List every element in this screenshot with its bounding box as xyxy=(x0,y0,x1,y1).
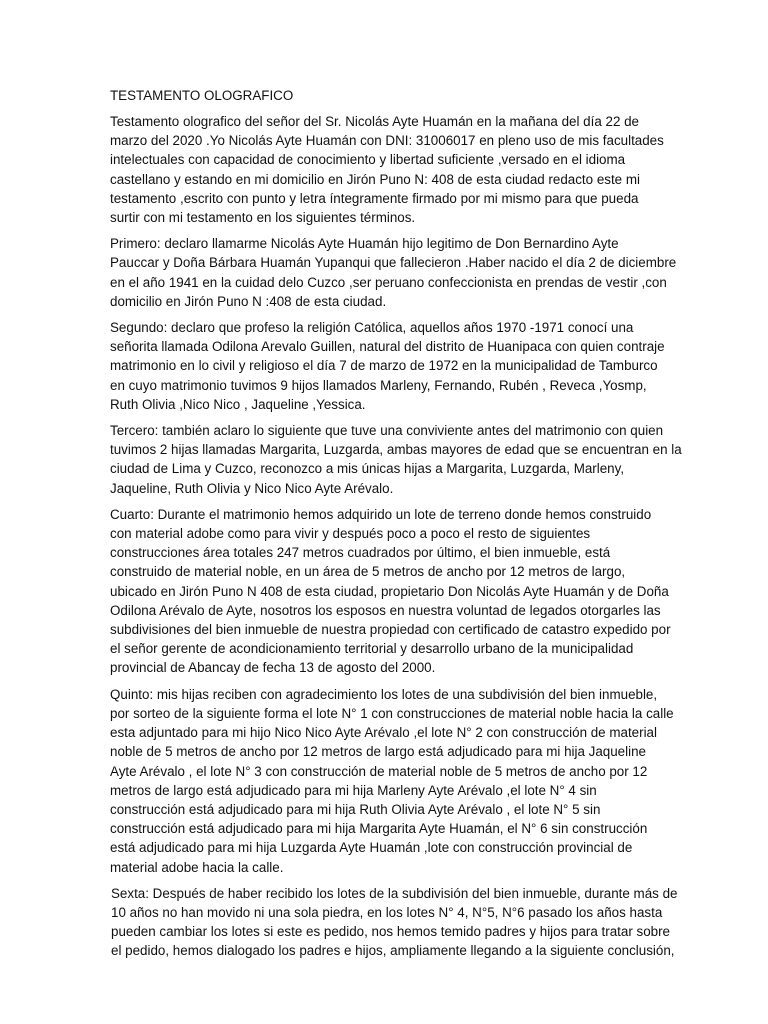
text-line: Primero: declaro llamarme Nicolás Ayte Huamán hijo legitimo de Don Bernardino Ayte xyxy=(110,236,619,252)
text-line: Ruth Olivia ,Nico Nico , Jaqueline ,Yessica. xyxy=(110,396,366,412)
text-line: Jaqueline, Ruth Olivia y Nico Nico Ayte Arévalo. xyxy=(110,480,394,496)
text-line: surtir con mi testamento en los siguientes términos. xyxy=(110,210,416,226)
text-line: marzo del 2020 .Yo Nicolás Ayte Huamán con DNI: 31006017 en pleno uso de mis facultades xyxy=(110,133,664,149)
text-line: ciudad de Lima y Cuzco, reconozco a mis únicas hijas a Margarita, Luzgarda, Marleny, xyxy=(110,461,625,477)
document-body xyxy=(110,86,690,968)
paragraph xyxy=(111,884,690,961)
text-line: Odilona Arévalo de Ayte, nosotros los esposos en nuestra voluntad de legados otorgarles las xyxy=(110,602,661,618)
text-line: Pauccar y Doña Bárbara Huamán Yupanqui que fallecieron .Haber nacido el día 2 de diciembre xyxy=(110,255,677,271)
text-line: 10 años no han movido ni una sola piedra, en los lotes N° 4, N°5, N°6 pasado los años hasta xyxy=(111,904,663,920)
text-line: tuvimos 2 hijas llamadas Margarita, Luzgarda, ambas mayores de edad que se encuentran en la xyxy=(110,442,682,458)
text-line: construcción está adjudicado para mi hija Margarita Ayte Huamán, el N° 6 sin construcción xyxy=(110,821,648,837)
text-line: material adobe hacia la calle. xyxy=(110,859,284,875)
paragraph xyxy=(110,234,690,311)
text-line: señorita llamada Odilona Arevalo Guillen, natural del distrito de Huanipaca con quien contraje xyxy=(110,339,665,355)
text-line: subdivisiones del bien inmueble de nuestra propiedad con certificado de catastro expedido por xyxy=(110,622,671,638)
paragraph xyxy=(110,318,690,414)
text-line: en cuyo matrimonio tuvimos 9 hijos llamados Marleny, Fernando, Rubén , Reveca ,Yosmp, xyxy=(110,377,647,393)
text-line: el pedido, hemos dialogado los padres e hijos, ampliamente llegando a la siguiente conclusión, xyxy=(111,943,675,959)
text-line: testamento ,escrito con punto y letra íntegramente firmado por mi mismo para que pueda xyxy=(110,190,639,206)
paragraph-list xyxy=(110,112,690,961)
paragraph xyxy=(110,685,690,877)
text-line: por sorteo de la siguiente forma el lote N° 1 con construcciones de material noble hacia la calle xyxy=(110,705,674,721)
text-line: esta adjuntado para mi hijo Nico Nico Ayte Arévalo ,el lote N° 2 con construcción de material xyxy=(110,725,657,741)
paragraph xyxy=(110,421,690,498)
text-line: en el año 1941 en la cuidad delo Cuzco ,ser peruano confeccionista en prendas de vestir ,con xyxy=(110,274,667,290)
text-line: con material adobe como para vivir y después poco a poco el resto de siguientes xyxy=(110,526,591,542)
text-line: Tercero: también aclaro lo siguiente que tuve una conviviente antes del matrimonio con quien xyxy=(110,423,664,439)
text-line: Quinto: mis hijas reciben con agradecimiento los lotes de una subdivisión del bien inmueble, xyxy=(110,686,658,702)
paragraph xyxy=(110,505,690,678)
paragraph xyxy=(110,112,690,227)
text-line: castellano y estando en mi domicilio en Jirón Puno N: 408 de esta ciudad redacto este mi xyxy=(110,171,640,187)
text-line: pueden cambiar los lotes si este es pedido, nos hemos temido padres y hijos para tratar sobre xyxy=(111,924,670,940)
text-line: construcciones área totales 247 metros cuadrados por último, el bien inmueble, está xyxy=(110,545,611,561)
text-line: intelectuales con capacidad de conocimiento y libertad suficiente ,versado en el idioma xyxy=(110,152,626,168)
text-line: matrimonio en lo civil y religioso el día 7 de marzo de 1972 en la municipalidad de Tamburco xyxy=(110,358,658,374)
text-line: provincial de Abancay de fecha 13 de agosto del 2000. xyxy=(110,660,436,676)
document-title: TESTAMENTO OLOGRAFICO xyxy=(110,88,294,103)
text-line: Ayte Arévalo , el lote N° 3 con construcción de material noble de 5 metros de ancho por 12 xyxy=(110,763,648,779)
text-line: el señor gerente de acondicionamiento territorial y desarrollo urbano de la municipalidad xyxy=(110,641,634,657)
text-line: Segundo: declaro que profeso la religión Católica, aquellos años 1970 -1971 conocí una xyxy=(110,320,634,336)
text-line: domicilio en Jirón Puno N :408 de esta ciudad. xyxy=(110,293,387,309)
text-line: Sexta: Después de haber recibido los lotes de la subdivisión del bien inmueble, durante más de xyxy=(111,885,678,901)
text-line: metros de largo está adjudicado para mi hija Marleny Ayte Arévalo ,el lote N° 4 sin xyxy=(110,782,597,798)
text-line: construido de material noble, en un área de 5 metros de ancho por 12 metros de largo, xyxy=(110,564,626,580)
text-line: Testamento olografico del señor del Sr. Nicolás Ayte Huamán en la mañana del día 22 de xyxy=(110,114,640,129)
text-line: está adjudicado para mi hija Luzgarda Ayte Huamán ,lote con construcción provincial de xyxy=(110,840,633,856)
text-line: ubicado en Jirón Puno N 408 de esta ciudad, propietario Don Nicolás Ayte Huamán y de Doña xyxy=(110,583,669,599)
text-line: noble de 5 metros de ancho por 12 metros de largo está adjudicado para mi hija Jaqueline xyxy=(110,744,646,760)
text-line: Cuarto: Durante el matrimonio hemos adquirido un lote de terreno donde hemos construido xyxy=(110,506,652,522)
text-line: construcción está adjudicado para mi hija Ruth Olivia Ayte Arévalo , el lote N° 5 sin xyxy=(110,801,601,817)
